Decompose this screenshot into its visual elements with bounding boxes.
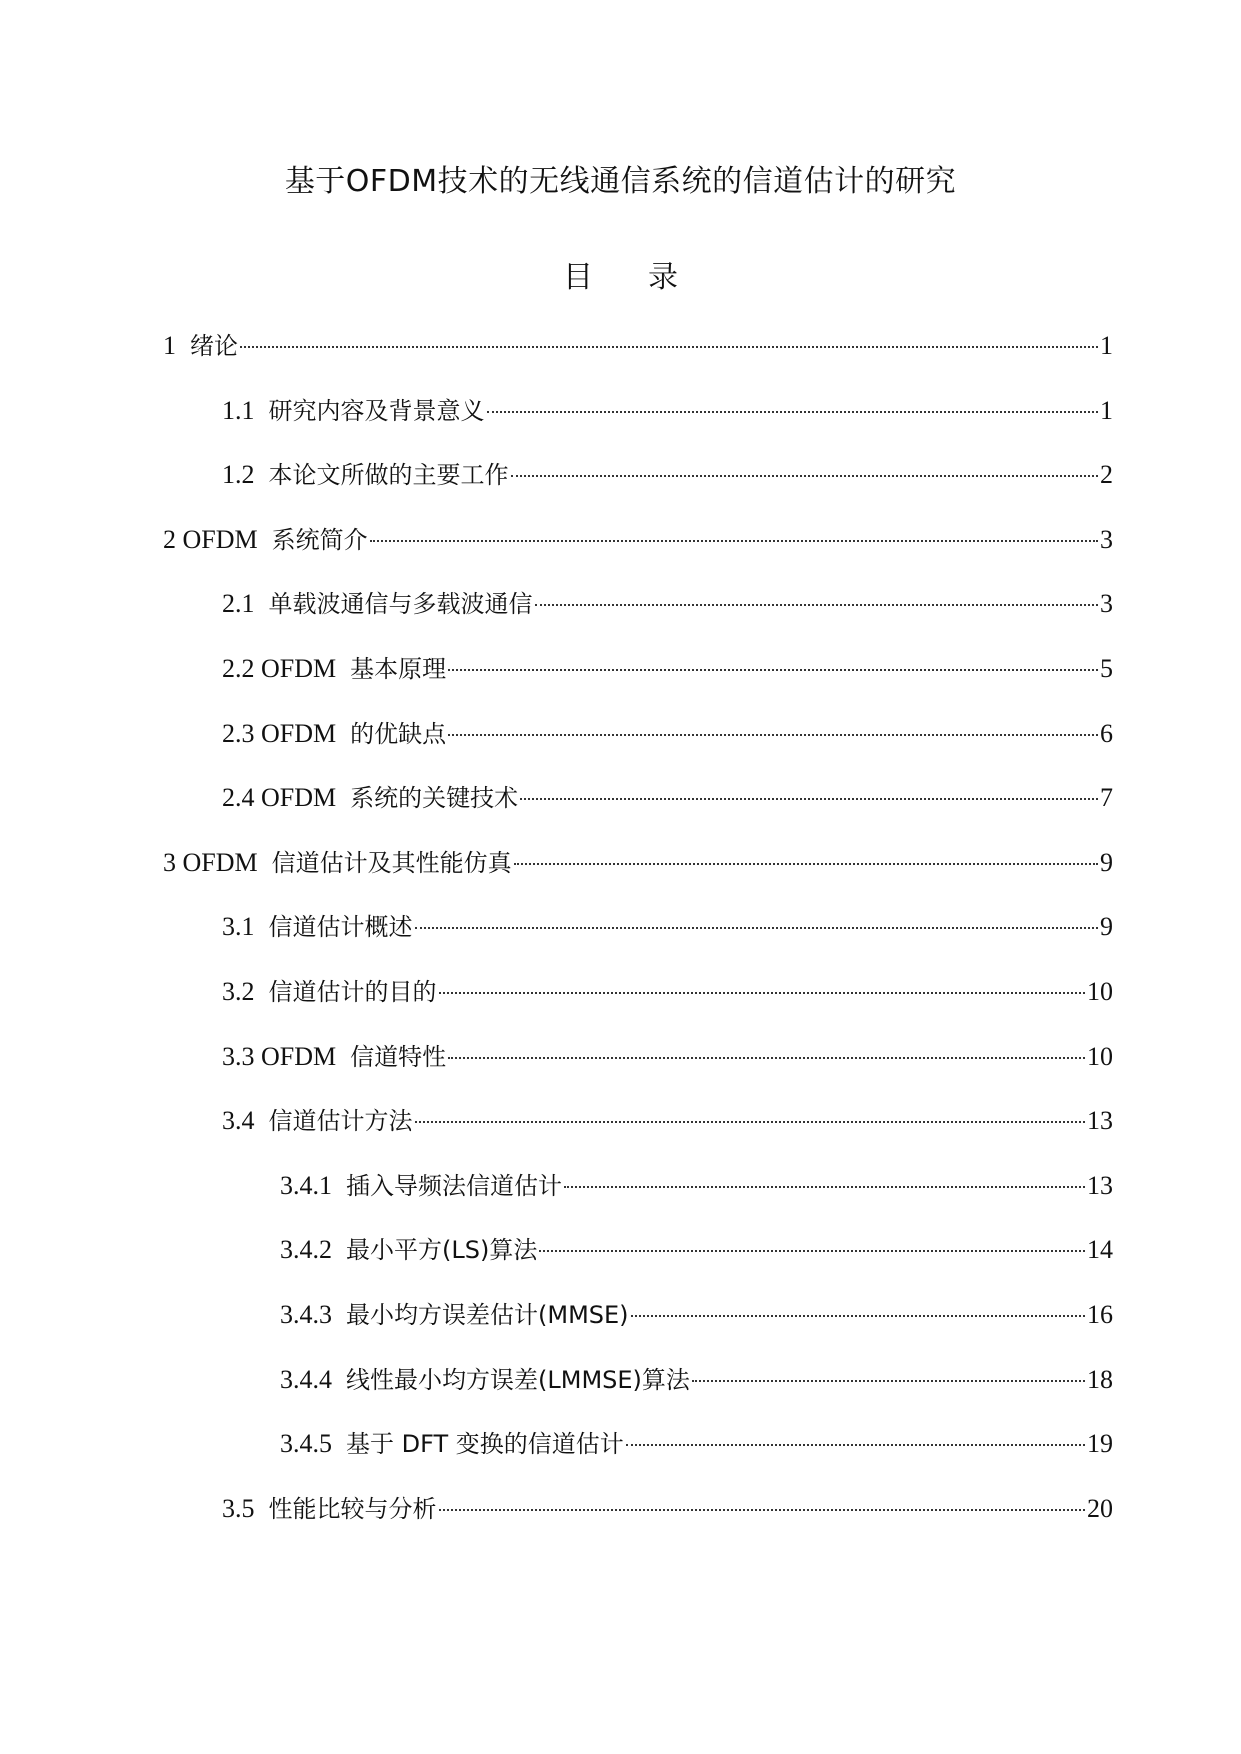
toc-entry-title: 最小均方误差估计(MMSE) bbox=[346, 1301, 629, 1329]
toc-heading: 目 录 bbox=[562, 260, 679, 295]
toc-entry-leader-dots bbox=[439, 1509, 1086, 1511]
toc-entry-page-number: 19 bbox=[1087, 1429, 1113, 1459]
toc-entry-page-number: 13 bbox=[1087, 1106, 1113, 1136]
toc-entry-leader-dots bbox=[535, 604, 1099, 606]
toc-entry-number: 1.2 bbox=[222, 460, 255, 490]
toc-entry[interactable] bbox=[163, 326, 1113, 366]
toc-entry[interactable] bbox=[222, 1489, 1113, 1529]
toc-entry-title: 最小平方(LS)算法 bbox=[346, 1236, 538, 1265]
toc-entry-page-number: 18 bbox=[1087, 1364, 1113, 1394]
toc-entry-page-number: 1 bbox=[1100, 331, 1113, 360]
toc-entry-leader-dots bbox=[487, 411, 1099, 413]
toc-entry-number: 3.4.4 bbox=[280, 1364, 332, 1394]
toc-entry-page-number: 9 bbox=[1100, 847, 1113, 877]
toc-entry-leader-dots bbox=[415, 1121, 1086, 1123]
toc-entry-page-number: 16 bbox=[1087, 1300, 1113, 1329]
toc-entry-number: 3.4.2 bbox=[280, 1235, 332, 1265]
toc-entry-number: 3.4 bbox=[222, 1106, 255, 1136]
toc-entry-title: 插入导频法信道估计 bbox=[346, 1171, 562, 1200]
document-title: 基于OFDM技术的无线通信系统的信道估计的研究 bbox=[284, 164, 957, 199]
toc-entry[interactable] bbox=[222, 1101, 1113, 1141]
toc-entry-page-number: 13 bbox=[1087, 1170, 1113, 1200]
toc-entry[interactable] bbox=[222, 778, 1113, 818]
toc-entry-number: 3.3 OFDM bbox=[222, 1041, 337, 1071]
toc-entry-leader-dots bbox=[370, 540, 1098, 542]
toc-entry-title: 信道特性 bbox=[350, 1042, 447, 1071]
toc-entry-leader-dots bbox=[564, 1186, 1085, 1188]
toc-entry-leader-dots bbox=[511, 475, 1099, 477]
toc-entry-leader-dots bbox=[631, 1315, 1085, 1317]
toc-entry-number: 3.5 bbox=[222, 1493, 255, 1523]
toc-entry-title: 信道估计及其性能仿真 bbox=[271, 848, 512, 877]
toc-entry-page-number: 7 bbox=[1100, 783, 1113, 813]
toc-entry[interactable] bbox=[280, 1166, 1113, 1206]
toc-entry-title: 绪论 bbox=[190, 332, 238, 360]
toc-entry-leader-dots bbox=[692, 1380, 1085, 1382]
toc-entry[interactable] bbox=[222, 391, 1113, 431]
toc-entry-page-number: 3 bbox=[1100, 589, 1113, 619]
toc-entry-title: 基本原理 bbox=[350, 655, 447, 683]
toc-entry[interactable] bbox=[222, 455, 1113, 495]
toc-entry[interactable] bbox=[222, 714, 1113, 754]
toc-entry[interactable] bbox=[280, 1230, 1113, 1270]
toc-entry[interactable] bbox=[280, 1424, 1113, 1464]
toc-entry-number: 2.2 OFDM bbox=[222, 654, 337, 683]
toc-entry-title: 单载波通信与多载波通信 bbox=[268, 590, 533, 619]
toc-entry-number: 2.3 OFDM bbox=[222, 718, 337, 748]
toc-entry-title: 信道估计概述 bbox=[268, 913, 413, 942]
toc-entry-leader-dots bbox=[448, 1057, 1085, 1059]
toc-entry-title: 性能比较与分析 bbox=[268, 1494, 437, 1523]
toc-entry-number: 3 OFDM bbox=[163, 847, 258, 877]
toc-entry-page-number: 1 bbox=[1100, 395, 1113, 425]
toc-entry[interactable] bbox=[222, 649, 1113, 689]
toc-entry-leader-dots bbox=[448, 734, 1098, 736]
toc-entry-page-number: 3 bbox=[1100, 524, 1113, 554]
toc-entry-title: 线性最小均方误差(LMMSE)算法 bbox=[346, 1365, 690, 1394]
toc-entry-number: 3.4.5 bbox=[280, 1429, 332, 1459]
toc-entry-title: 的优缺点 bbox=[350, 719, 447, 748]
toc-entry-title: 信道估计的目的 bbox=[268, 978, 437, 1006]
toc-entry-title: 信道估计方法 bbox=[268, 1107, 413, 1136]
toc-entry-number: 2.1 bbox=[222, 589, 255, 619]
toc-entry-number: 2.4 OFDM bbox=[222, 783, 337, 813]
toc-entry-number: 3.2 bbox=[222, 977, 255, 1006]
toc-entry-number: 3.1 bbox=[222, 912, 255, 942]
toc-entry[interactable] bbox=[222, 1037, 1113, 1077]
toc-entry-title: 本论文所做的主要工作 bbox=[268, 461, 509, 490]
toc-entry-page-number: 10 bbox=[1087, 977, 1113, 1006]
toc-entry-number: 3.4.3 bbox=[280, 1300, 332, 1329]
toc-entry-leader-dots bbox=[415, 927, 1099, 929]
toc-entry-number: 3.4.1 bbox=[280, 1170, 332, 1200]
toc-entry[interactable] bbox=[222, 584, 1113, 624]
toc-entry[interactable] bbox=[163, 843, 1113, 883]
toc-entry-page-number: 20 bbox=[1087, 1493, 1113, 1523]
toc-entry-page-number: 5 bbox=[1100, 654, 1113, 683]
toc-entry-leader-dots bbox=[626, 1444, 1085, 1446]
toc-entry-page-number: 14 bbox=[1087, 1235, 1113, 1265]
toc-entry-page-number: 6 bbox=[1100, 718, 1113, 748]
toc-entry-title: 系统简介 bbox=[271, 525, 368, 554]
toc-entry-title: 系统的关键技术 bbox=[350, 784, 519, 813]
toc-entry-leader-dots bbox=[520, 798, 1098, 800]
toc-entry-number: 1.1 bbox=[222, 395, 255, 425]
toc-entry-leader-dots bbox=[439, 992, 1086, 994]
toc-entry-number: 2 OFDM bbox=[163, 524, 258, 554]
toc-entry[interactable] bbox=[280, 1295, 1113, 1335]
toc-entry-page-number: 10 bbox=[1087, 1041, 1113, 1071]
toc-entry-leader-dots bbox=[539, 1250, 1085, 1252]
toc-entry-number: 1 bbox=[163, 331, 176, 360]
toc-entry[interactable] bbox=[163, 520, 1113, 560]
toc-entry[interactable] bbox=[222, 907, 1113, 947]
toc-entry-title: 研究内容及背景意义 bbox=[268, 396, 485, 425]
toc-entry-leader-dots bbox=[240, 346, 1098, 348]
toc-entry-title: 基于 DFT 变换的信道估计 bbox=[346, 1430, 624, 1459]
toc-entry-leader-dots bbox=[448, 669, 1098, 671]
toc-entry[interactable] bbox=[280, 1360, 1113, 1400]
toc-entry-page-number: 2 bbox=[1100, 460, 1113, 490]
toc-entry[interactable] bbox=[222, 972, 1113, 1012]
toc-entry-leader-dots bbox=[514, 863, 1098, 865]
toc-entry-page-number: 9 bbox=[1100, 912, 1113, 942]
